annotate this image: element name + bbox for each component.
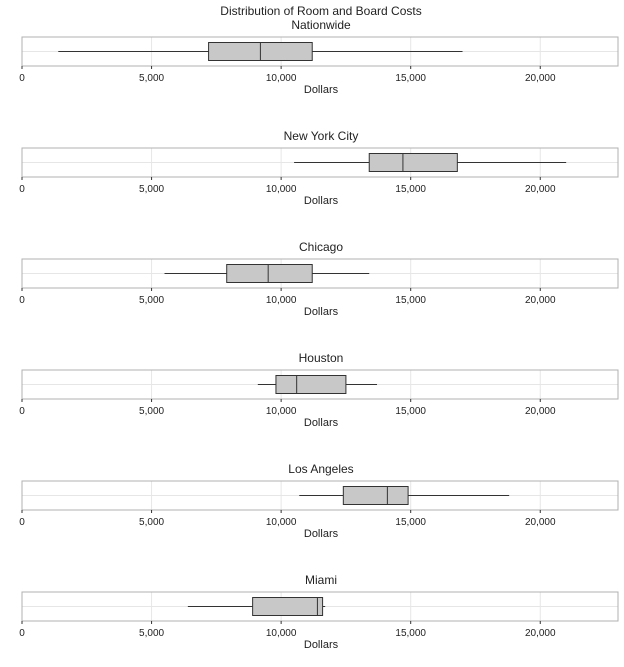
panel-title: Houston xyxy=(298,351,344,365)
x-tick-label: 20,000 xyxy=(524,184,556,195)
x-tick-label: 5,000 xyxy=(139,628,165,639)
x-axis-label: Dollars xyxy=(303,528,339,540)
x-tick-label: 15,000 xyxy=(395,295,426,306)
x-axis-label: Dollars xyxy=(303,417,339,429)
x-axis-label: Dollars xyxy=(303,306,339,318)
panel-title: Miami xyxy=(305,573,337,587)
x-tick-label: 20,000 xyxy=(524,628,556,639)
x-tick-label: 5,000 xyxy=(139,517,165,528)
box-iqr xyxy=(227,265,313,283)
x-tick-label: 10,000 xyxy=(265,73,297,84)
x-tick-label: 0 xyxy=(19,184,25,195)
box-iqr xyxy=(343,487,408,505)
x-tick-label: 5,000 xyxy=(139,184,165,195)
x-tick-label: 20,000 xyxy=(524,517,556,528)
x-axis-label: Dollars xyxy=(303,639,339,651)
panel-title: Chicago xyxy=(298,240,344,254)
x-tick-label: 0 xyxy=(19,628,25,639)
x-tick-label: 5,000 xyxy=(139,406,165,417)
panel-title: Los Angeles xyxy=(288,462,354,476)
x-tick-label: 0 xyxy=(19,406,25,417)
x-tick-label: 10,000 xyxy=(265,295,297,306)
x-axis-label: Dollars xyxy=(303,84,339,96)
box-iqr xyxy=(253,598,323,616)
chart-title: Distribution of Room and Board Costs xyxy=(220,4,422,18)
box-iqr xyxy=(276,376,346,394)
x-tick-label: 0 xyxy=(19,73,25,84)
x-tick-label: 10,000 xyxy=(265,628,297,639)
x-axis-label: Dollars xyxy=(303,195,339,207)
x-tick-label: 15,000 xyxy=(395,406,426,417)
x-tick-label: 20,000 xyxy=(524,406,556,417)
x-tick-label: 20,000 xyxy=(524,295,556,306)
x-tick-label: 0 xyxy=(19,517,25,528)
x-tick-label: 5,000 xyxy=(139,73,165,84)
panel-title: Nationwide xyxy=(291,18,351,32)
x-tick-label: 5,000 xyxy=(139,295,165,306)
x-tick-label: 10,000 xyxy=(265,406,297,417)
x-tick-label: 10,000 xyxy=(265,517,297,528)
x-tick-label: 15,000 xyxy=(395,628,426,639)
x-tick-label: 10,000 xyxy=(265,184,297,195)
x-tick-label: 20,000 xyxy=(524,73,556,84)
x-tick-label: 15,000 xyxy=(395,517,426,528)
x-tick-label: 0 xyxy=(19,295,25,306)
x-tick-label: 15,000 xyxy=(395,73,426,84)
x-tick-label: 15,000 xyxy=(395,184,426,195)
box-iqr xyxy=(369,154,457,172)
panel-title: New York City xyxy=(283,129,359,143)
